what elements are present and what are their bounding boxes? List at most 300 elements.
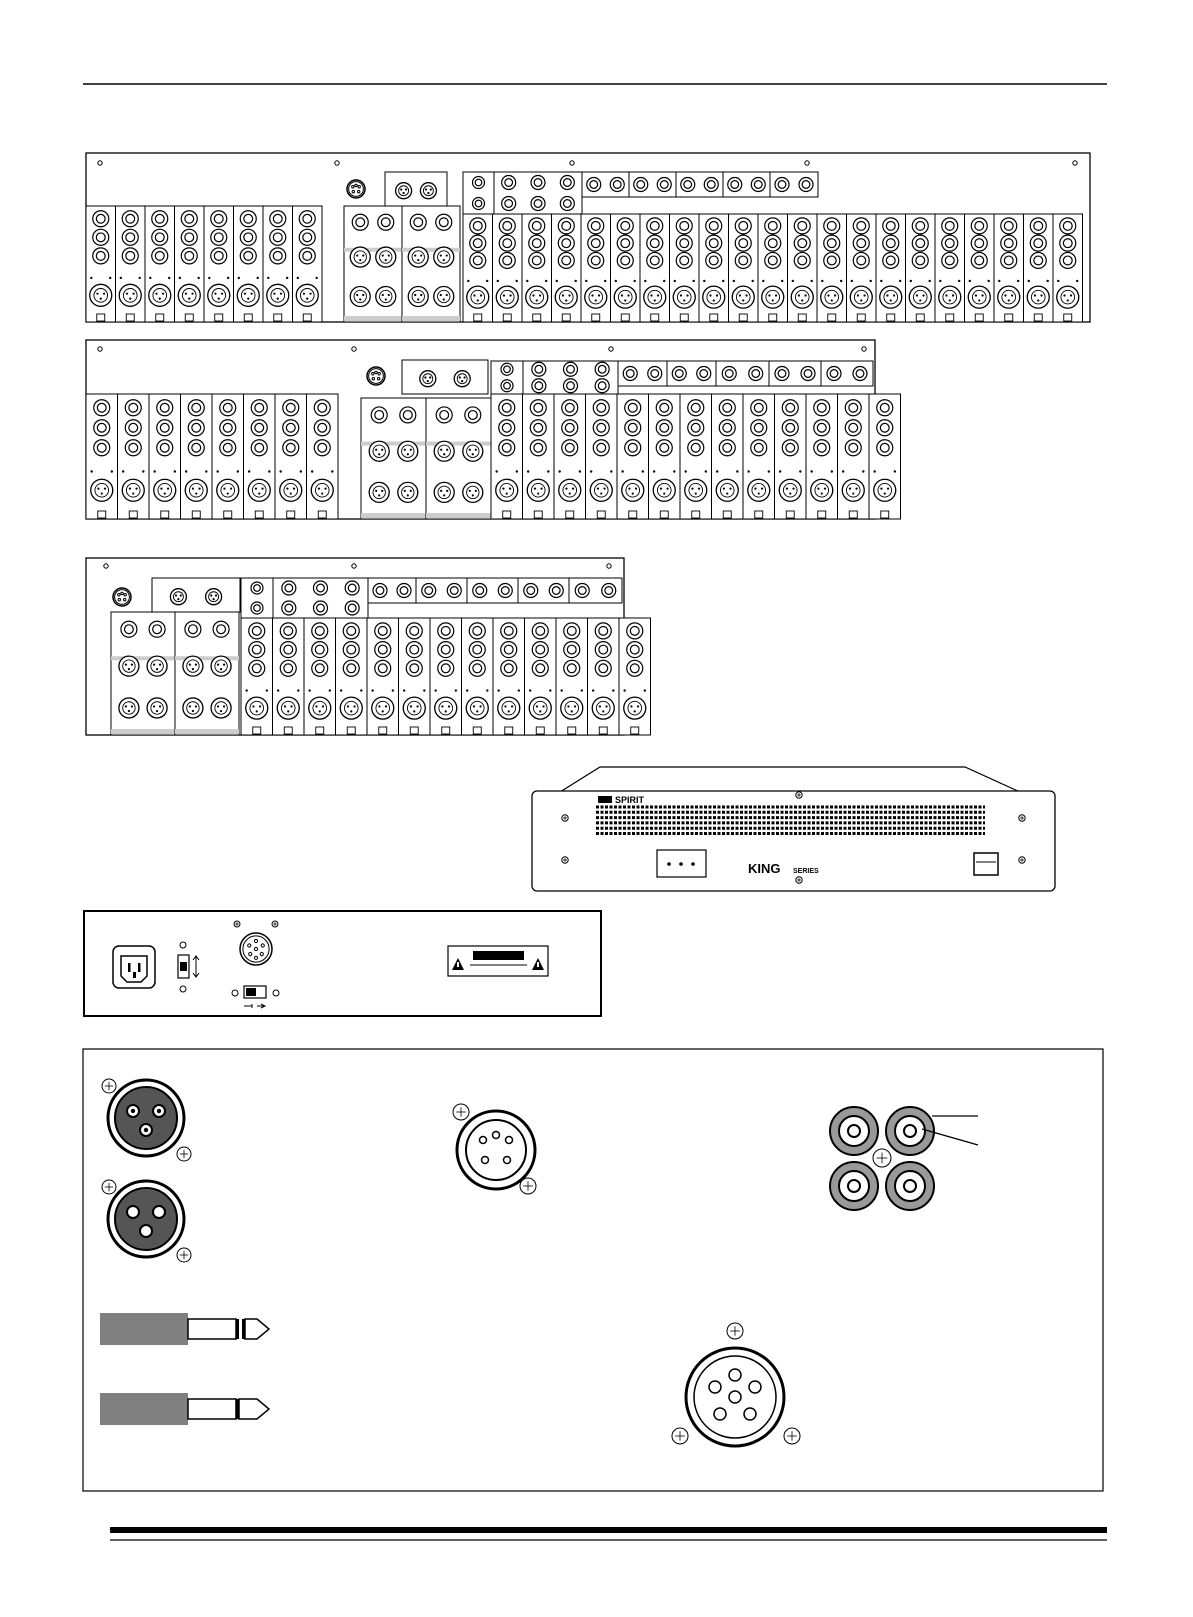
jack-socket-icon bbox=[422, 584, 436, 598]
jack-socket-icon bbox=[149, 621, 165, 637]
jack-socket-icon bbox=[877, 440, 893, 456]
jack-socket-icon bbox=[283, 440, 299, 456]
jack-socket-icon bbox=[93, 211, 109, 227]
jack-socket-icon bbox=[706, 252, 722, 268]
xlr-socket-icon bbox=[463, 482, 483, 502]
xlr-socket-icon bbox=[183, 656, 203, 676]
xlr-socket-icon bbox=[811, 479, 833, 501]
xlr-socket-icon bbox=[673, 286, 695, 308]
xlr-socket-icon bbox=[748, 479, 770, 501]
jack-socket-icon bbox=[270, 229, 286, 245]
jack-socket-icon bbox=[213, 621, 229, 637]
jack-socket-icon bbox=[751, 178, 765, 192]
jack-socket-icon bbox=[560, 197, 574, 211]
xlr-socket-icon bbox=[622, 479, 644, 501]
jack-socket-icon bbox=[343, 642, 359, 658]
jack-socket-icon bbox=[501, 363, 513, 375]
jack-socket-icon bbox=[406, 660, 422, 676]
jack-socket-icon bbox=[625, 420, 641, 436]
jack-socket-icon bbox=[617, 218, 633, 234]
jack-socket-icon bbox=[688, 420, 704, 436]
jack-socket-icon bbox=[375, 642, 391, 658]
jack-socket-icon bbox=[240, 248, 256, 264]
jack-socket-icon bbox=[410, 214, 426, 230]
xlr-socket-icon bbox=[968, 286, 990, 308]
jack-socket-icon bbox=[270, 211, 286, 227]
xlr-socket-icon bbox=[280, 479, 302, 501]
jack-socket-icon bbox=[558, 235, 574, 251]
jack-socket-icon bbox=[794, 235, 810, 251]
jack-socket-icon bbox=[735, 218, 751, 234]
jack-socket-icon bbox=[499, 218, 515, 234]
jack-socket-icon bbox=[378, 214, 394, 230]
xlr-socket-icon bbox=[277, 697, 299, 719]
jack-socket-icon bbox=[181, 211, 197, 227]
xlr-socket-icon bbox=[874, 479, 896, 501]
jack-socket-icon bbox=[314, 581, 328, 595]
jack-socket-icon bbox=[625, 400, 641, 416]
jack-socket-icon bbox=[602, 584, 616, 598]
jack-socket-icon bbox=[299, 248, 315, 264]
jack-socket-icon bbox=[845, 400, 861, 416]
jack-socket-icon bbox=[564, 379, 578, 393]
jack-socket-icon bbox=[647, 235, 663, 251]
xlr-socket-icon bbox=[376, 286, 396, 306]
jack-socket-icon bbox=[299, 229, 315, 245]
xlr-socket-icon bbox=[555, 286, 577, 308]
mixer-panel-small bbox=[86, 558, 651, 735]
jack-socket-icon bbox=[499, 235, 515, 251]
jack-socket-icon bbox=[345, 601, 359, 615]
xlr-socket-icon bbox=[703, 286, 725, 308]
jack-socket-icon bbox=[595, 379, 609, 393]
jack-socket-icon bbox=[782, 400, 798, 416]
jack-socket-icon bbox=[282, 601, 296, 615]
jack-socket-icon bbox=[728, 178, 742, 192]
xlr-socket-icon bbox=[590, 479, 612, 501]
jack-socket-icon bbox=[501, 380, 513, 392]
jack-socket-icon bbox=[722, 367, 736, 381]
jack-socket-icon bbox=[676, 218, 692, 234]
xlr-socket-icon bbox=[463, 441, 483, 461]
jack-socket-icon bbox=[942, 252, 958, 268]
jack-socket-icon bbox=[499, 252, 515, 268]
jack-socket-icon bbox=[473, 198, 485, 210]
jack-socket-icon bbox=[220, 420, 236, 436]
jack-socket-icon bbox=[883, 252, 899, 268]
jack-socket-icon bbox=[706, 218, 722, 234]
jack-socket-icon bbox=[648, 367, 662, 381]
xlr-socket-icon bbox=[90, 284, 112, 306]
jack-socket-icon bbox=[532, 660, 548, 676]
jack-socket-icon bbox=[470, 252, 486, 268]
jack-socket-icon bbox=[280, 642, 296, 658]
jack-socket-icon bbox=[706, 235, 722, 251]
xlr-socket-icon bbox=[398, 441, 418, 461]
jack-socket-icon bbox=[656, 440, 672, 456]
jack-socket-icon bbox=[588, 218, 604, 234]
jack-socket-icon bbox=[719, 420, 735, 436]
jack-socket-icon bbox=[623, 367, 637, 381]
xlr-socket-icon bbox=[909, 286, 931, 308]
jack-socket-icon bbox=[530, 440, 546, 456]
jack-socket-icon bbox=[824, 218, 840, 234]
xlr-socket-icon bbox=[467, 286, 489, 308]
jack-socket-icon bbox=[501, 660, 517, 676]
jack-socket-icon bbox=[912, 235, 928, 251]
xlr-socket-icon bbox=[237, 284, 259, 306]
xlr-socket-icon bbox=[372, 697, 394, 719]
jack-socket-icon bbox=[501, 642, 517, 658]
jack-socket-icon bbox=[814, 440, 830, 456]
jack-socket-icon bbox=[524, 584, 538, 598]
jack-socket-icon bbox=[249, 660, 265, 676]
xlr-socket-icon bbox=[732, 286, 754, 308]
jack-socket-icon bbox=[749, 367, 763, 381]
jack-socket-icon bbox=[853, 235, 869, 251]
xlr-socket-icon bbox=[376, 247, 396, 267]
jack-socket-icon bbox=[532, 623, 548, 639]
jack-socket-icon bbox=[575, 584, 589, 598]
jack-socket-icon bbox=[617, 235, 633, 251]
jack-socket-icon bbox=[469, 623, 485, 639]
xlr-socket-icon bbox=[369, 482, 389, 502]
jack-socket-icon bbox=[94, 440, 110, 456]
xlr-socket-icon bbox=[779, 479, 801, 501]
jack-socket-icon bbox=[94, 400, 110, 416]
jack-socket-icon bbox=[312, 660, 328, 676]
jack-socket-icon bbox=[211, 248, 227, 264]
jack-socket-icon bbox=[181, 248, 197, 264]
jack-socket-icon bbox=[314, 420, 330, 436]
brand-logo-icon bbox=[598, 796, 612, 803]
jack-socket-icon bbox=[314, 440, 330, 456]
jack-socket-icon bbox=[530, 420, 546, 436]
jack-socket-icon bbox=[647, 252, 663, 268]
jack-socket-icon bbox=[688, 400, 704, 416]
mains-power-panel bbox=[84, 911, 601, 1016]
jack-socket-icon bbox=[299, 211, 315, 227]
jack-socket-icon bbox=[562, 400, 578, 416]
jack-socket-icon bbox=[719, 440, 735, 456]
jack-socket-icon bbox=[971, 218, 987, 234]
xlr-socket-icon bbox=[762, 286, 784, 308]
xlr-socket-icon bbox=[350, 247, 370, 267]
xlr-socket-icon bbox=[529, 697, 551, 719]
jack-socket-icon bbox=[617, 252, 633, 268]
jack-socket-icon bbox=[814, 400, 830, 416]
iec-mains-inlet-icon bbox=[113, 946, 155, 988]
psu-model-suffix: SERIES bbox=[793, 868, 819, 875]
xlr-socket-icon bbox=[435, 697, 457, 719]
jack-socket-icon bbox=[352, 214, 368, 230]
xlr-socket-icon bbox=[147, 656, 167, 676]
jack-socket-icon bbox=[593, 440, 609, 456]
jack-socket-icon bbox=[438, 642, 454, 658]
jack-socket-icon bbox=[627, 642, 643, 658]
jack-socket-icon bbox=[375, 660, 391, 676]
jack-socket-icon bbox=[549, 584, 563, 598]
xlr-socket-icon bbox=[408, 286, 428, 306]
jack-socket-icon bbox=[312, 623, 328, 639]
psu-model-name: KING bbox=[748, 861, 781, 876]
xlr-socket-icon bbox=[496, 479, 518, 501]
jack-socket-icon bbox=[406, 623, 422, 639]
jack-socket-icon bbox=[656, 420, 672, 436]
jack-socket-icon bbox=[397, 584, 411, 598]
xlr-socket-icon bbox=[644, 286, 666, 308]
jack-socket-icon bbox=[249, 642, 265, 658]
jack-socket-icon bbox=[529, 235, 545, 251]
jack-socket-icon bbox=[157, 420, 173, 436]
jack-socket-icon bbox=[794, 252, 810, 268]
jack-socket-icon bbox=[530, 400, 546, 416]
jack-socket-icon bbox=[122, 248, 138, 264]
mixer-panel-large bbox=[86, 153, 1090, 322]
jack-socket-icon bbox=[93, 229, 109, 245]
xlr-socket-icon bbox=[496, 286, 518, 308]
jack-socket-icon bbox=[627, 660, 643, 676]
jack-socket-icon bbox=[1060, 235, 1076, 251]
xlr-socket-icon bbox=[1027, 286, 1049, 308]
jack-socket-icon bbox=[588, 235, 604, 251]
jack-socket-icon bbox=[531, 176, 545, 190]
jack-socket-icon bbox=[220, 440, 236, 456]
jack-socket-icon bbox=[314, 400, 330, 416]
jack-socket-icon bbox=[1001, 218, 1017, 234]
jack-socket-icon bbox=[125, 440, 141, 456]
jack-socket-icon bbox=[824, 252, 840, 268]
xlr-socket-icon bbox=[498, 697, 520, 719]
xlr-socket-icon bbox=[119, 284, 141, 306]
xlr-socket-icon bbox=[206, 589, 222, 605]
jack-socket-icon bbox=[560, 176, 574, 190]
jack-socket-icon bbox=[373, 584, 387, 598]
jack-socket-icon bbox=[499, 420, 515, 436]
jack-socket-icon bbox=[672, 367, 686, 381]
xlr-socket-icon bbox=[1057, 286, 1079, 308]
power-supply-rack-unit bbox=[532, 767, 1055, 891]
jack-socket-icon bbox=[775, 178, 789, 192]
jack-socket-icon bbox=[211, 211, 227, 227]
xlr-socket-icon bbox=[248, 479, 270, 501]
jack-socket-icon bbox=[211, 229, 227, 245]
xlr-socket-icon bbox=[685, 479, 707, 501]
jack-socket-icon bbox=[375, 623, 391, 639]
jack-socket-icon bbox=[595, 642, 611, 658]
jack-socket-icon bbox=[532, 379, 546, 393]
xlr-socket-icon bbox=[91, 479, 113, 501]
jack-socket-icon bbox=[845, 440, 861, 456]
xlr-socket-icon bbox=[592, 697, 614, 719]
xlr-socket-icon bbox=[434, 286, 454, 306]
mixer-panel-medium bbox=[86, 340, 901, 519]
jack-socket-icon bbox=[782, 440, 798, 456]
jack-socket-icon bbox=[942, 235, 958, 251]
jack-socket-icon bbox=[501, 623, 517, 639]
jack-socket-icon bbox=[1030, 252, 1046, 268]
footer-rule-thick bbox=[110, 1527, 1107, 1533]
xlr-socket-icon bbox=[880, 286, 902, 308]
xlr-socket-icon bbox=[434, 482, 454, 502]
jack-socket-icon bbox=[185, 621, 201, 637]
jack-socket-icon bbox=[564, 362, 578, 376]
xlr-socket-icon bbox=[185, 479, 207, 501]
jack-socket-icon bbox=[595, 362, 609, 376]
jack-socket-icon bbox=[181, 229, 197, 245]
xlr-socket-icon bbox=[119, 656, 139, 676]
jack-socket-icon bbox=[94, 420, 110, 436]
jack-socket-icon bbox=[697, 367, 711, 381]
jack-socket-icon bbox=[827, 367, 841, 381]
xlr-socket-icon bbox=[398, 482, 418, 502]
xlr-socket-icon bbox=[369, 441, 389, 461]
xlr-socket-icon bbox=[850, 286, 872, 308]
jack-socket-icon bbox=[676, 235, 692, 251]
jack-socket-icon bbox=[775, 367, 789, 381]
jack-socket-icon bbox=[676, 252, 692, 268]
jack-socket-icon bbox=[688, 440, 704, 456]
xlr-socket-icon bbox=[211, 656, 231, 676]
jack-socket-icon bbox=[125, 420, 141, 436]
xlr-socket-icon bbox=[208, 284, 230, 306]
jack-socket-icon bbox=[473, 584, 487, 598]
jack-socket-icon bbox=[751, 440, 767, 456]
jack-socket-icon bbox=[587, 178, 601, 192]
jack-socket-icon bbox=[1060, 218, 1076, 234]
jack-socket-icon bbox=[971, 252, 987, 268]
jack-socket-icon bbox=[704, 178, 718, 192]
jack-socket-icon bbox=[814, 420, 830, 436]
jack-socket-icon bbox=[751, 420, 767, 436]
jack-socket-icon bbox=[470, 218, 486, 234]
jack-socket-icon bbox=[282, 581, 296, 595]
jack-socket-icon bbox=[122, 211, 138, 227]
jack-socket-icon bbox=[280, 623, 296, 639]
xlr-socket-icon bbox=[296, 284, 318, 306]
xlr-socket-icon bbox=[403, 697, 425, 719]
jack-socket-icon bbox=[499, 440, 515, 456]
jack-socket-icon bbox=[314, 601, 328, 615]
jack-socket-icon bbox=[465, 407, 481, 423]
xlr-socket-icon bbox=[791, 286, 813, 308]
jack-socket-icon bbox=[765, 218, 781, 234]
xlr-socket-icon bbox=[420, 183, 436, 199]
jack-socket-icon bbox=[593, 420, 609, 436]
xlr-socket-icon bbox=[585, 286, 607, 308]
xlr-socket-icon bbox=[559, 479, 581, 501]
jack-socket-icon bbox=[188, 400, 204, 416]
jack-socket-icon bbox=[251, 582, 263, 594]
jack-socket-icon bbox=[240, 229, 256, 245]
jack-socket-icon bbox=[121, 621, 137, 637]
jack-socket-icon bbox=[942, 218, 958, 234]
psu-brand-text: SPIRIT bbox=[615, 795, 645, 805]
jack-socket-icon bbox=[152, 229, 168, 245]
jack-socket-icon bbox=[657, 178, 671, 192]
jack-socket-icon bbox=[502, 176, 516, 190]
xlr-socket-icon bbox=[211, 698, 231, 718]
warning-label bbox=[448, 946, 548, 976]
jack-socket-icon bbox=[188, 420, 204, 436]
xlr-socket-icon bbox=[561, 697, 583, 719]
jack-socket-icon bbox=[312, 642, 328, 658]
jack-socket-icon bbox=[562, 440, 578, 456]
xlr-socket-icon bbox=[624, 697, 646, 719]
jack-socket-icon bbox=[532, 642, 548, 658]
xlr-socket-icon bbox=[396, 183, 412, 199]
jack-socket-icon bbox=[473, 177, 485, 189]
jack-socket-icon bbox=[681, 178, 695, 192]
xlr-socket-icon bbox=[939, 286, 961, 308]
jack-socket-icon bbox=[656, 400, 672, 416]
jack-socket-icon bbox=[283, 420, 299, 436]
jack-socket-icon bbox=[371, 407, 387, 423]
jack-socket-icon bbox=[801, 367, 815, 381]
jack-socket-icon bbox=[719, 400, 735, 416]
jack-socket-icon bbox=[627, 623, 643, 639]
xlr-socket-icon bbox=[434, 247, 454, 267]
jack-socket-icon bbox=[469, 660, 485, 676]
xlr-socket-icon bbox=[154, 479, 176, 501]
jack-socket-icon bbox=[157, 440, 173, 456]
jack-socket-icon bbox=[610, 178, 624, 192]
jack-socket-icon bbox=[251, 602, 263, 614]
jack-socket-icon bbox=[502, 197, 516, 211]
xlr-socket-icon bbox=[311, 479, 333, 501]
jack-socket-icon bbox=[280, 660, 296, 676]
xlr-socket-icon bbox=[526, 286, 548, 308]
xlr-socket-icon bbox=[122, 479, 144, 501]
connector-legend-panel bbox=[83, 1049, 1103, 1491]
jack-socket-icon bbox=[152, 248, 168, 264]
jack-socket-icon bbox=[93, 248, 109, 264]
xlr-socket-icon bbox=[183, 698, 203, 718]
jack-socket-icon bbox=[529, 252, 545, 268]
jack-socket-icon bbox=[588, 252, 604, 268]
jack-socket-icon bbox=[157, 400, 173, 416]
jack-socket-icon bbox=[152, 211, 168, 227]
jack-socket-icon bbox=[122, 229, 138, 245]
xlr-socket-icon bbox=[653, 479, 675, 501]
jack-socket-icon bbox=[220, 400, 236, 416]
xlr-socket-icon bbox=[434, 441, 454, 461]
jack-socket-icon bbox=[912, 252, 928, 268]
jack-socket-icon bbox=[469, 642, 485, 658]
jack-socket-icon bbox=[470, 235, 486, 251]
xlr-socket-icon bbox=[147, 698, 167, 718]
jack-socket-icon bbox=[125, 400, 141, 416]
jack-socket-icon bbox=[564, 623, 580, 639]
jack-socket-icon bbox=[562, 420, 578, 436]
jack-socket-icon bbox=[765, 252, 781, 268]
jack-socket-icon bbox=[406, 642, 422, 658]
jack-socket-icon bbox=[845, 420, 861, 436]
jack-socket-icon bbox=[343, 660, 359, 676]
jack-socket-icon bbox=[853, 218, 869, 234]
jack-socket-icon bbox=[1030, 235, 1046, 251]
xlr-socket-icon bbox=[527, 479, 549, 501]
jack-socket-icon bbox=[877, 420, 893, 436]
xlr-socket-icon bbox=[821, 286, 843, 308]
jack-socket-icon bbox=[735, 252, 751, 268]
xlr-socket-icon bbox=[340, 697, 362, 719]
jack-socket-icon bbox=[799, 178, 813, 192]
jack-socket-icon bbox=[853, 252, 869, 268]
jack-socket-icon bbox=[436, 214, 452, 230]
jack-socket-icon bbox=[558, 218, 574, 234]
xlr-socket-icon bbox=[614, 286, 636, 308]
